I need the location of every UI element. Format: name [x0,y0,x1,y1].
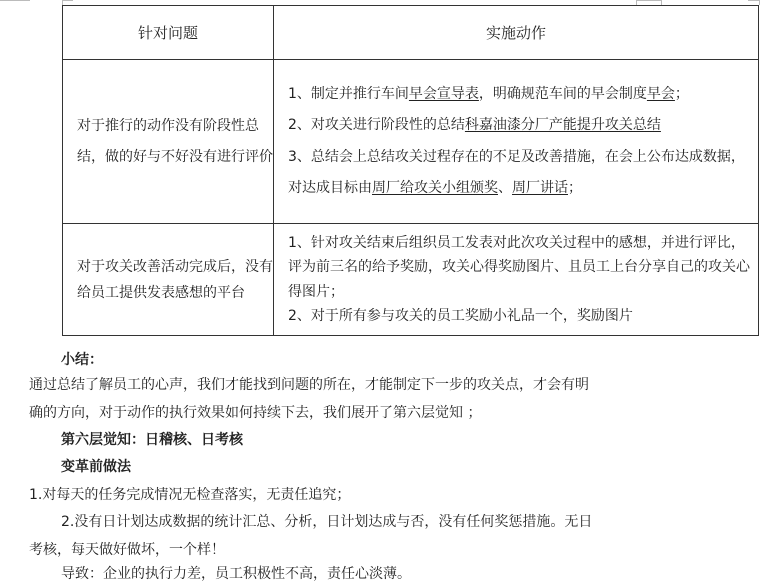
action-item [288,110,750,142]
actions-cell [274,60,759,224]
list-item-2-line-1: 2.没有日计划达成数据的统计汇总、分析，日计划达成与否，没有任何奖惩措施。无日 [61,514,593,530]
action-text: ； [674,85,689,102]
action-item [288,231,750,305]
issue-cell: 对于推行的动作没有阶段性总结，做的好与不好没有进行评价 [63,60,274,224]
header-issue: 针对问题 [63,6,274,60]
underlined-text: 周厂讲话 [512,180,568,196]
summary-title: 小结： [61,352,103,368]
action-text: ，明确规范车间的早会制度 [478,85,647,102]
table-row [63,224,759,336]
section-title: 第六层觉知：日稽核、日考核 [61,432,243,448]
action-item [288,142,750,205]
action-text: 2、对于所有参与攻关的员工奖励小礼品一个，奖励图片 [288,308,633,324]
action-text: 2、对攻关进行阶段性的总结 [288,117,465,133]
list-item-1: 1.对每天的任务完成情况无检查落实，无责任追究； [29,487,351,503]
action-text: ； [568,180,582,196]
underlined-text: 早会 [646,85,675,102]
actions-cell [274,224,759,336]
header-actions: 实施动作 [274,6,759,60]
result-text: 导致：企业的执行力差，员工积极性不高，责任心淡薄。 [61,566,411,582]
action-text: 1、针对攻关结束后组织员工发表对此次攻关过程中的感想，并进行评比，评为前三名的给予奖励，攻关心得奖励图片、且员工上台分享自己的攻关心得图片； [288,234,750,300]
summary-line-1: 通过总结了解员工的心声，我们才能找到问题的所在，才能制定下一步的攻关点，才会有明 [29,377,589,393]
action-text: 1、制定并推行车间 [288,85,409,102]
underlined-text: 科嘉油漆分厂产能提升攻关总结 [464,117,661,133]
underlined-text: 早会宣导表 [408,85,479,102]
summary-line-2: 确的方向，对于动作的执行效果如何持续下去，我们展开了第六层觉知 ； [29,405,482,421]
issue-action-table [62,5,759,336]
action-text: 3、总结会上总结攻关过程存在的不足及改善措施，在会上公布达成数据，对达成目标由 [288,148,745,196]
list-item-2-line-2: 考核，每天做好做坏，一个样！ [29,542,225,558]
issue-cell: 对于攻关改善活动完成后，没有给员工提供发表感想的平台 [63,224,274,336]
table-row [63,60,759,224]
action-item [288,304,750,329]
underlined-text: 周厂给攻关小组颁奖 [372,180,498,196]
action-item [288,79,750,111]
action-text: 、 [498,180,512,196]
before-title: 变革前做法 [61,459,131,475]
table-header-row [63,6,759,60]
